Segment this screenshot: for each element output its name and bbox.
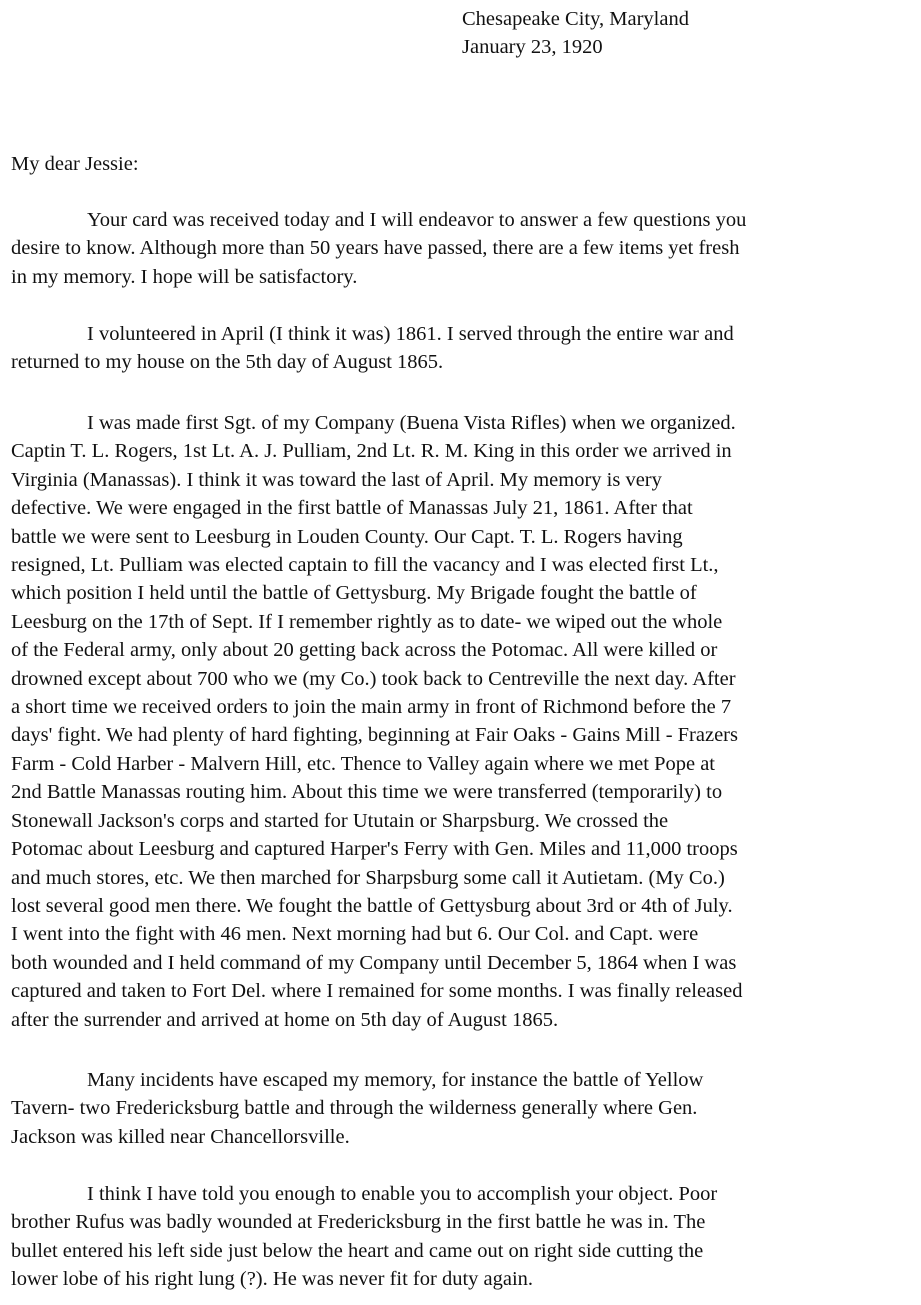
paragraph-1: [11, 206, 911, 291]
paragraph-line: I went into the fight with 46 men. Next morning had but 6. Our Col. and Capt. were: [11, 923, 699, 946]
paragraph-5: [11, 1180, 911, 1294]
paragraph-line: Your card was received today and I will endeavor to answer a few questions you: [87, 209, 747, 231]
header-date: January 23, 1920: [462, 36, 603, 58]
paragraph-line: battle we were sent to Leesburg in Louden County. Our Capt. T. L. Rogers having: [11, 525, 683, 548]
paragraph-line: both wounded and I held command of my Company until December 5, 1864 when I was: [11, 951, 737, 974]
paragraph-line: of the Federal army, only about 20 getting back across the Potomac. All were killed or: [11, 639, 718, 662]
salutation: My dear Jessie:: [11, 153, 139, 175]
paragraph-2: [11, 320, 911, 377]
paragraph-line: lower lobe of his right lung (?). He was never fit for duty again.: [11, 1268, 534, 1291]
paragraph-line: Stonewall Jackson's corps and started for Ututain or Sharpsburg. We crossed the: [11, 809, 669, 832]
paragraph-line: Captin T. L. Rogers, 1st Lt. A. J. Pulliam, 2nd Lt. R. M. King in this order we arrived in: [11, 440, 732, 463]
paragraph-line: which position I held until the battle of Gettysburg. My Brigade fought the battle of: [11, 582, 697, 605]
paragraph-4: [11, 1066, 911, 1151]
paragraph-line: Tavern- two Fredericksburg battle and through the wilderness generally where Gen.: [11, 1097, 698, 1120]
paragraph-line: Potomac about Leesburg and captured Harper's Ferry with Gen. Miles and 11,000 troops: [11, 838, 738, 861]
paragraph-line: desire to know. Although more than 50 years have passed, there are a few items yet fresh: [11, 237, 740, 260]
paragraph-line: resigned, Lt. Pulliam was elected captain to fill the vacancy and I was elected first Lt.,: [11, 554, 719, 577]
paragraph-line: a short time we received orders to join the main army in front of Richmond before the 7: [11, 696, 732, 719]
header-place: Chesapeake City, Maryland: [462, 8, 689, 30]
paragraph-line: drowned except about 700 who we (my Co.) took back to Centreville the next day. After: [11, 667, 736, 690]
paragraph-line: bullet entered his left side just below the heart and came out on right side cutting the: [11, 1239, 704, 1262]
letter-header: [462, 5, 689, 61]
paragraph-line: I was made first Sgt. of my Company (Buena Vista Rifles) when we organized.: [87, 412, 736, 434]
paragraph-line: I think I have told you enough to enable you to accomplish your object. Poor: [87, 1183, 718, 1205]
paragraph-line: Leesburg on the 17th of Sept. If I remember rightly as to date- we wiped out the whole: [11, 610, 723, 633]
paragraph-line: and much stores, etc. We then marched for Sharpsburg some call it Autietam. (My Co.): [11, 866, 725, 889]
paragraph-3: [11, 409, 911, 1034]
paragraph-line: after the surrender and arrived at home on 5th day of August 1865.: [11, 1008, 559, 1031]
paragraph-line: 2nd Battle Manassas routing him. About this time we were transferred (temporarily) to: [11, 781, 723, 804]
paragraph-line: Virginia (Manassas). I think it was toward the last of April. My memory is very: [11, 468, 662, 491]
paragraph-line: returned to my house on the 5th day of August 1865.: [11, 351, 444, 374]
paragraph-line: defective. We were engaged in the first battle of Manassas July 21, 1861. After that: [11, 497, 693, 520]
paragraph-line: days' fight. We had plenty of hard fighting, beginning at Fair Oaks - Gains Mill - Frazers: [11, 724, 738, 747]
paragraph-line: lost several good men there. We fought the battle of Gettysburg about 3rd or 4th of July.: [11, 894, 733, 917]
paragraph-line: captured and taken to Fort Del. where I remained for some months. I was finally released: [11, 980, 743, 1003]
paragraph-line: I volunteered in April (I think it was) 1861. I served through the entire war and: [87, 323, 734, 345]
paragraph-line: Many incidents have escaped my memory, for instance the battle of Yellow: [87, 1069, 704, 1091]
paragraph-line: in my memory. I hope will be satisfactory.: [11, 265, 358, 288]
paragraph-line: Jackson was killed near Chancellorsville.: [11, 1125, 350, 1148]
paragraph-line: Farm - Cold Harber - Malvern Hill, etc. Thence to Valley again where we met Pope at: [11, 752, 715, 775]
paragraph-line: brother Rufus was badly wounded at Fredericksburg in the first battle he was in. The: [11, 1211, 706, 1234]
